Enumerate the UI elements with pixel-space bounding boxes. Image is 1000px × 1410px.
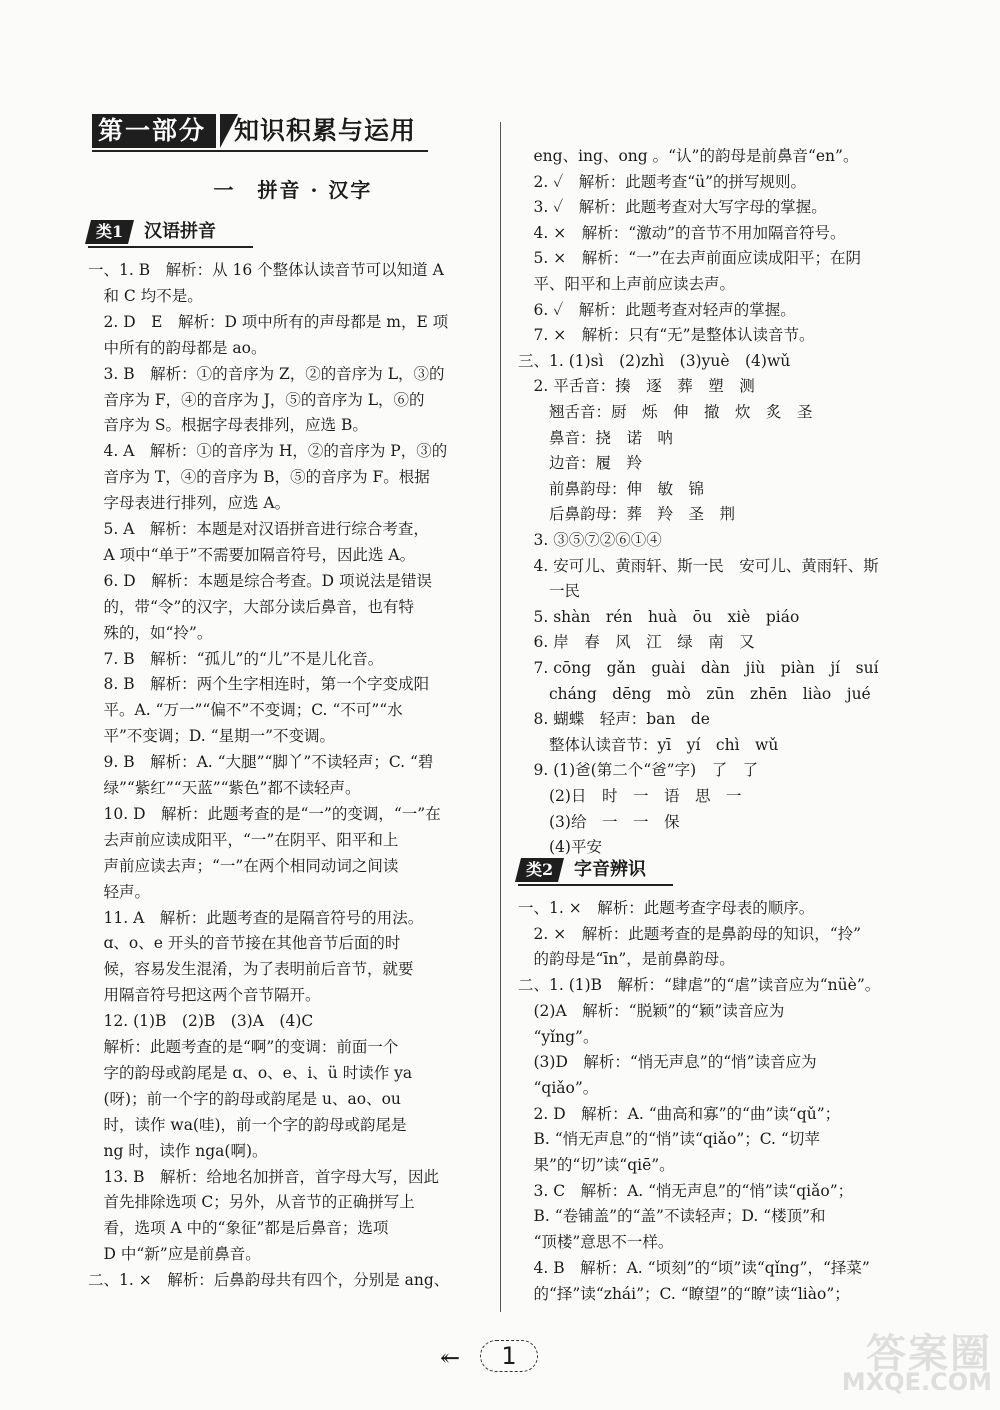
answer-line: 殊的，如“拎”。 [88, 623, 213, 642]
answer-line: 用隔音符号把这两个音节隔开。 [88, 986, 321, 1005]
category-rule [518, 884, 673, 886]
section-title: 一 拼音 · 汉字 [213, 178, 373, 202]
category-badge: 类1 [85, 220, 134, 244]
answer-line: 二、1. (1)B 解析：“肆虐”的“虐”读音应为“nüè”。 [518, 976, 881, 995]
answer-line: 候，容易发生混淆，为了表明前后音节，就要 [88, 960, 414, 979]
answer-line: 一、1. × 解析：此题考查字母表的顺序。 [518, 899, 815, 917]
answer-line: 2. ✓ 解析：此题考查“ü”的拼写规则。 [518, 172, 807, 191]
answer-line: 音序为 F，④的音序为 J，⑤的音序为 L，⑥的 [88, 390, 425, 409]
answer-line: 和 C 均不是。 [88, 286, 203, 305]
column-divider [500, 122, 501, 1312]
answer-line: 3. C 解析：A. “悄无声息”的“悄”读“qiǎo”； [518, 1181, 854, 1200]
answer-line: 6. 岸 春 风 江 绿 南 又 [518, 633, 755, 652]
answer-line: (2)A 解析：“脱颖”的“颖”读音应为 [518, 1001, 785, 1020]
answer-line: 鼻音：挠 诺 呐 [518, 428, 674, 447]
answer-line: 音序为 T，④的音序为 B，⑤的音序为 F。根据 [88, 468, 430, 487]
answer-line: 的，带“令”的汉字，大部分读后鼻音，也有特 [88, 597, 414, 616]
answer-line: 一民 [518, 582, 581, 601]
answer-line: 看，选项 A 中的“象征”都是后鼻音；选项 [88, 1219, 389, 1238]
answer-line: 中所有的韵母都是 ao。 [88, 338, 267, 357]
answer-line: 整体认读音节：yī yí chì wǔ [518, 735, 779, 754]
part-title: 知识积累与运用 [234, 116, 417, 145]
answer-line: D 中“新”应是前鼻音。 [88, 1245, 261, 1264]
answer-line: 首先排除选项 C；另外，从音节的正确拼写上 [88, 1193, 415, 1212]
answer-line: 7. × 解析：只有“无”是整体认读音节。 [518, 326, 815, 345]
category-name: 汉语拼音 [144, 221, 216, 242]
arrow-icon: ↞ [440, 1344, 461, 1372]
answer-line: (2)日 时 一 语 思 一 [518, 787, 742, 805]
answer-line: 时，读作 wa(哇)，前一个字的韵母或韵尾是 [88, 1115, 407, 1134]
answer-line: cháng dēng mò zūn zhēn liào jué [518, 684, 871, 703]
answer-line: 的“择”读“zhái”；C. “瞭望”的“瞭”读“liào”； [518, 1284, 850, 1303]
answer-line: 的韵母是“īn”，是前鼻韵母。 [518, 950, 735, 969]
answer-line: (3)给 一 一 保 [518, 812, 680, 831]
watermark-logo-text: 答案圈 [866, 1331, 992, 1377]
answer-line: (3)D 解析：“悄无声息”的“悄”读音应为 [518, 1053, 817, 1072]
answer-line: 9. (1)爸(第二个“爸”字) 了 了 [518, 761, 759, 780]
answer-line: 4. 安可儿、黄雨轩、斯一民 安可儿、黄雨轩、斯 [518, 556, 879, 575]
answer-line: 11. A 解析：此题考查的是隔音符号的用法。 [88, 908, 424, 927]
answer-line: 音序为 S。根据字母表排列，应选 B。 [88, 416, 368, 435]
part-rule [92, 150, 428, 152]
category-name: 字音辨识 [574, 859, 646, 880]
answer-line: “qiǎo”。 [518, 1078, 599, 1097]
answer-line: 一、1. B 解析：从 16 个整体认读音节可以知道 A [88, 261, 444, 279]
answer-line: 前鼻韵母：伸 敏 锦 [518, 479, 705, 498]
answer-line: 轻声。 [88, 882, 151, 901]
answer-line: 声前应读去声；“一”在两个相同动词之间读 [88, 856, 399, 875]
answer-line: 8. 蝴蝶 轻声：ban de [518, 710, 710, 729]
answer-line: 4. A 解析：①的音序为 H，②的音序为 P，③的 [88, 442, 448, 461]
category-heading-1 [88, 220, 258, 244]
answer-line: 2. D 解析：A. “曲高和寡”的“曲”读“qǔ”； [518, 1104, 841, 1123]
answer-line: ɑ、o、e 开头的音节接在其他音节后面的时 [88, 934, 401, 953]
watermark [822, 1322, 992, 1402]
answer-line: 二、1. × 解析：后鼻韵母共有四个，分别是 ang、 [88, 1271, 450, 1290]
answer-line: B. “悄无声息”的“悄”读“qiǎo”；C. “切苹 [518, 1130, 820, 1149]
answer-line: ng 时，读作 nga(啊)。 [88, 1141, 268, 1160]
answer-line: 边音：履 羚 [518, 454, 643, 473]
answer-line: 6. D 解析：本题是综合考查。D 项说法是错误 [88, 571, 432, 590]
answer-line: 2. × 解析：此题考查的是鼻韵母的知识，“拎” [518, 924, 862, 943]
answer-line: 5. shàn rén huà ōu xiè piáo [518, 607, 800, 626]
answer-line: 12. (1)B (2)B (3)A (4)C [88, 1012, 314, 1031]
answer-line: 10. D 解析：此题考查的是“一”的变调，“一”在 [88, 804, 441, 823]
answer-line: 2. 平舌音：揍 逐 葬 塑 测 [518, 377, 755, 396]
part-banner [88, 114, 428, 150]
answer-line: 4. B 解析：A. “顷刻”的“顷”读“qǐng”，“择菜” [518, 1258, 870, 1277]
answer-line: (呀)；前一个字的韵母或韵尾是 u、ao、ou [88, 1089, 401, 1108]
answer-line: 3. ③⑤⑦②⑥①④ [518, 531, 662, 549]
answer-line: 5. A 解析：本题是对汉语拼音进行综合考查， [88, 520, 429, 538]
answer-line: 6. ✓ 解析：此题考查对轻声的掌握。 [518, 300, 796, 319]
answer-line: 后鼻韵母：葬 羚 圣 荆 [518, 505, 736, 524]
answer-line: B. “卷铺盖”的“盖”不读轻声；D. “楼顶”和 [518, 1207, 826, 1226]
answer-line: A 项中“单于”不需要加隔音符号，因此选 A。 [88, 545, 416, 564]
page-footer [440, 1338, 550, 1378]
answer-line: “顶楼”意思不一样。 [518, 1233, 674, 1252]
answer-line: 4. × 解析：“激动”的音节不用加隔音符号。 [518, 223, 846, 242]
answer-line: 平”不变调；D. “星期一”不变调。 [88, 727, 336, 746]
watermark-url: MXQE.COM [841, 1368, 992, 1396]
page-number: 1 [480, 1340, 538, 1372]
answer-line: 去声前应读成阳平，“一”在阴平、阳平和上 [88, 830, 399, 849]
answer-line: “yǐng”。 [518, 1027, 599, 1046]
answer-line: 绿”“紫红”“天蓝”“紫色”都不读轻声。 [88, 779, 361, 797]
category-rule [88, 246, 253, 248]
answer-line: 8. B 解析：两个生字相连时，第一个字变成阳 [88, 675, 430, 694]
answer-line: 3. B 解析：①的音序为 Z，②的音序为 L，③的 [88, 364, 445, 383]
answer-line: 翘舌音：厨 烁 伸 撤 炊 炙 圣 [518, 403, 813, 421]
part-number: 第一部分 [92, 114, 216, 148]
answer-line: (4)平安 [518, 838, 602, 857]
answer-line: 果”的“切”读“qiē”。 [518, 1156, 675, 1174]
answer-line: 13. B 解析：给地名加拼音，首字母大写，因此 [88, 1167, 439, 1186]
answer-line: 2. D E 解析：D 项中所有的声母都是 m，E 项 [88, 312, 449, 331]
answer-line: 平。A. “万一”“偏不”不变调；C. “不可”“水 [88, 701, 403, 720]
answer-line: 字的韵母或韵尾是 ɑ、o、e、i、ü 时读作 ya [88, 1063, 413, 1082]
answer-line: 9. B 解析：A. “大腿”“脚丫”不读轻声；C. “碧 [88, 753, 434, 772]
category-badge: 类2 [515, 858, 564, 882]
answer-line: 7. B 解析：“孤儿”的“儿”不是儿化音。 [88, 649, 384, 668]
answer-line: 字母表进行排列，应选 A。 [88, 494, 291, 513]
answer-line: 3. ✓ 解析：此题考查对大写字母的掌握。 [518, 198, 827, 217]
answer-line: 7. cōng gǎn guài dàn jiù piàn jí suí [518, 659, 879, 677]
answer-line: 解析：此题考查的是“啊”的变调：前面一个 [88, 1038, 399, 1056]
category-heading-2 [518, 858, 688, 882]
answer-line: 5. × 解析：“一”在去声前面应读成阳平；在阴 [518, 249, 862, 268]
answer-line: 三、1. (1)sì (2)zhì (3)yuè (4)wǔ [518, 351, 791, 370]
answer-line: eng、ing、ong 。“认”的韵母是前鼻音“en”。 [518, 147, 859, 165]
answer-line: 平、阳平和上声前应读去声。 [518, 275, 736, 293]
